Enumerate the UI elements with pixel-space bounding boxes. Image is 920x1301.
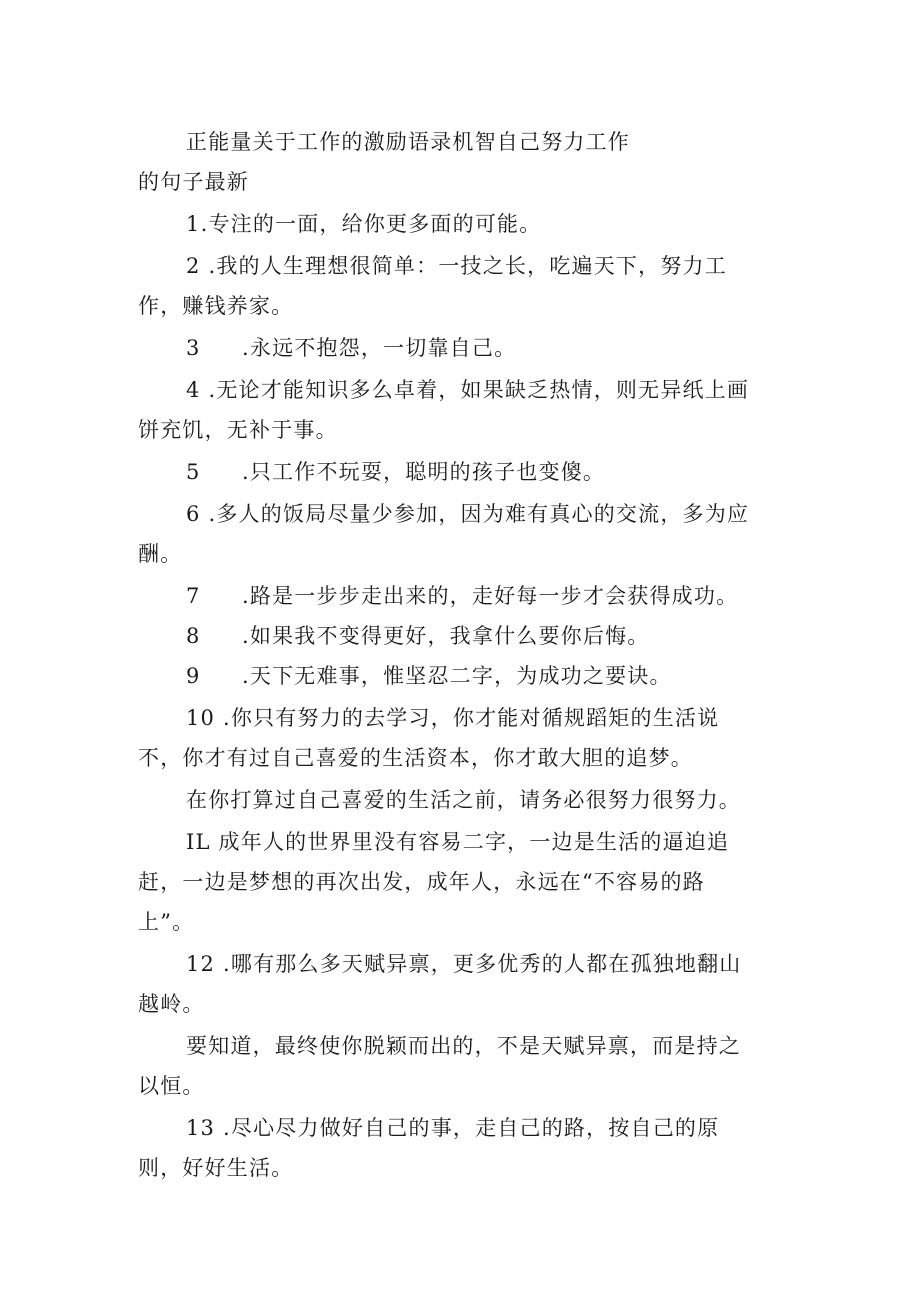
item-text: .专注的一面，给你更多面的可能。 [200, 212, 542, 236]
item-continuation: 酬。 [138, 542, 183, 566]
item-number: 5 [186, 460, 201, 484]
list-item [186, 662, 672, 690]
item-continuation: 赶，一边是梦想的再次出发，成年人，永远在“不容易的路 [138, 870, 705, 894]
item-continuation: 不，你才有过自己喜爱的生活资本，你才敢大胆的追梦。 [138, 746, 693, 770]
item-text: .只工作不玩耍，聪明的孩子也变傻。 [242, 460, 606, 484]
list-item [186, 828, 729, 856]
item-text: .天下无难事，惟坚忍二字，为成功之要诀。 [242, 664, 672, 688]
item-text: .路是一步步走出来的，走好每一步才会获得成功。 [242, 584, 739, 608]
item-text: .哪有那么多天赋异禀，更多优秀的人都在孤独地翻山 [223, 952, 742, 976]
list-item [186, 376, 749, 404]
item-text: .永远不抱怨，一切靠自己。 [242, 336, 517, 360]
list-item [186, 458, 605, 486]
title-line-2: 的句子最新 [138, 170, 249, 194]
item-continuation: 上”。 [138, 910, 195, 934]
list-item [186, 950, 742, 978]
item-number: 2 [186, 254, 201, 278]
item-number: 7 [186, 584, 201, 608]
list-item [186, 252, 727, 280]
list-item [186, 500, 749, 528]
item-number: 12 [186, 952, 216, 976]
item-text: .尽心尽力做好自己的事，走自己的路，按自己的原 [223, 1116, 720, 1140]
list-item [186, 622, 649, 650]
item-number: 6 [186, 502, 201, 526]
list-item [186, 334, 516, 362]
item-text: .如果我不变得更好，我拿什么要你后悔。 [242, 624, 650, 648]
item-continuation: 以恒。 [138, 1074, 205, 1098]
item-text: .无论才能知识多么卓着，如果缺乏热情，则无异纸上画 [208, 378, 750, 402]
paragraph: 要知道，最终使你脱颖而出的，不是天赋异禀，而是持之 [186, 1034, 741, 1058]
item-number: IL [186, 830, 211, 854]
list-item [186, 582, 738, 610]
list-item [186, 704, 719, 732]
item-number: 4 [186, 378, 201, 402]
item-number: 3 [186, 336, 201, 360]
item-continuation: 作，赚钱养家。 [138, 294, 294, 318]
item-number: 1 [186, 212, 201, 236]
item-continuation: 则，好好生活。 [138, 1156, 294, 1180]
item-number: 13 [186, 1116, 216, 1140]
title-line-1: 正能量关于工作的激励语录机智自己努力工作 [186, 130, 630, 154]
item-text: .多人的饭局尽量少参加，因为难有真心的交流，多为应 [208, 502, 750, 526]
item-text: 成年人的世界里没有容易二字，一边是生活的逼迫追 [218, 830, 730, 854]
item-number: 8 [186, 624, 201, 648]
item-continuation: 越岭。 [138, 992, 205, 1016]
item-number: 10 [186, 706, 216, 730]
item-text: .你只有努力的去学习，你才能对循规蹈矩的生活说 [223, 706, 720, 730]
item-continuation: 饼充饥，无补于事。 [138, 418, 338, 442]
item-number: 9 [186, 664, 201, 688]
list-item [186, 210, 541, 238]
item-text: .我的人生理想很简单：一技之长，吃遍天下，努力工 [208, 254, 727, 278]
paragraph: 在你打算过自己喜爱的生活之前，请务必很努力很努力。 [186, 788, 741, 812]
list-item [186, 1114, 719, 1142]
